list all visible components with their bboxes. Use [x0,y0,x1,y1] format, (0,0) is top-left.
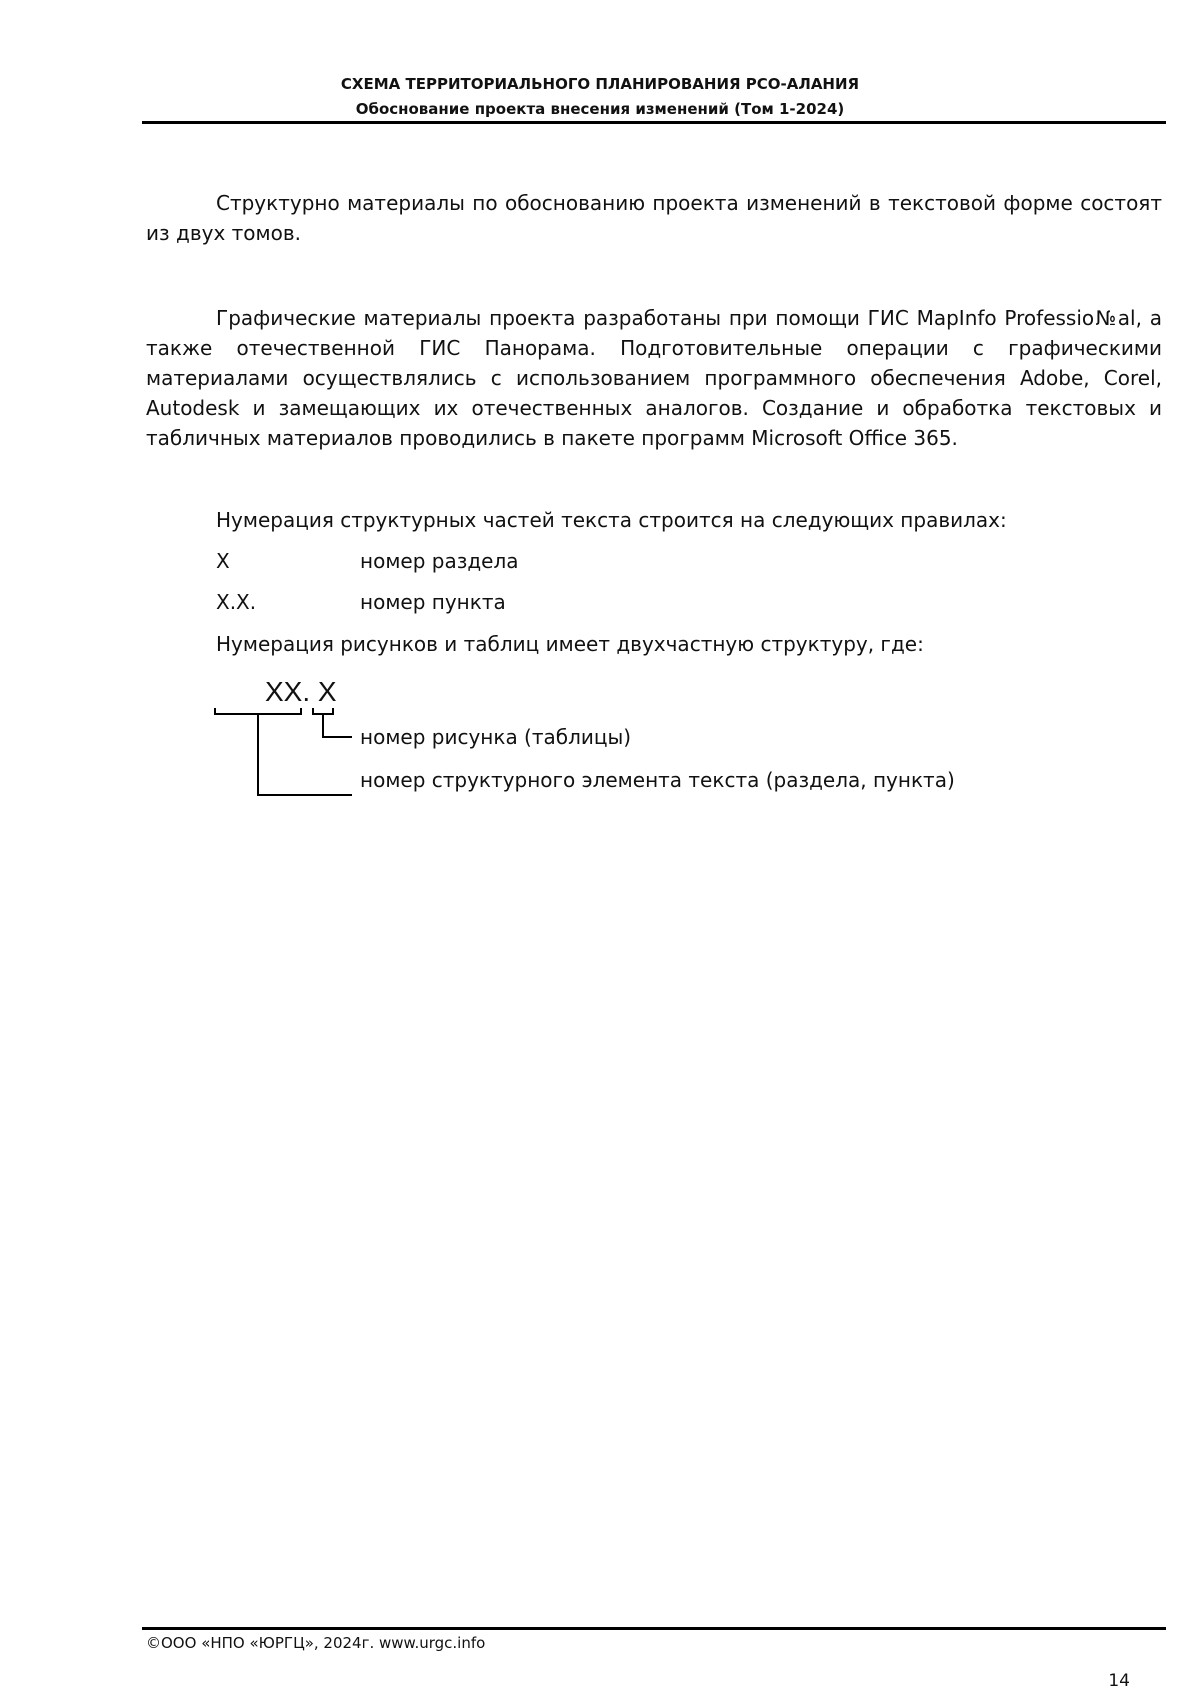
leader-element [258,714,352,795]
numbering-diagram [210,678,360,808]
footer-divider [142,1627,1166,1630]
leader-figure [323,714,352,737]
label-element-number: номер структурного элемента текста (раздела, пункта) [360,768,955,792]
rule-desc-item: номер пункта [360,590,506,614]
rule-code-item: X.X. [216,590,257,614]
header-subtitle: Обоснование проекта внесения изменений (Том 1-2024) [355,100,845,118]
page-header [0,72,1200,122]
numbering-intro: Нумерация структурных частей текста строится на следующих правилах: [216,508,1007,532]
bracket-figure [313,708,333,714]
rule-code-section: X [216,549,230,573]
rule-desc-section: номер раздела [360,549,519,573]
numbering-code: XX. X [265,676,337,707]
label-figure-number: номер рисунка (таблицы) [360,725,632,749]
header-divider [142,121,1166,124]
header-title: СХЕМА ТЕРРИТОРИАЛЬНОГО ПЛАНИРОВАНИЯ РСО-АЛАНИЯ [340,75,860,93]
page-number: 14 [1108,1671,1130,1691]
paragraph-structure: Структурно материалы по обоснованию проекта изменений в текстовой форме состоят из двух томов. [146,191,1162,245]
bracket-element [215,708,301,714]
footer-copyright: ©ООО «НПО «ЮРГЦ», 2024г. www.urgc.info [146,1634,486,1652]
figures-intro: Нумерация рисунков и таблиц имеет двухчастную структуру, где: [216,632,924,656]
paragraph-graphics: Графические материалы проекта разработаны при помощи ГИС MapInfo Professio№al, а также отечественной ГИС Панорама. Подготовительные операции с графическими материалами осуществлялись с использованием программного обеспечения Adobe, Corel, Autodesk и замещающих их отечественных аналогов. Создание и обработка текстовых и табличных материалов проводились в пакете программ Microsoft Office 365. [146,306,1162,450]
